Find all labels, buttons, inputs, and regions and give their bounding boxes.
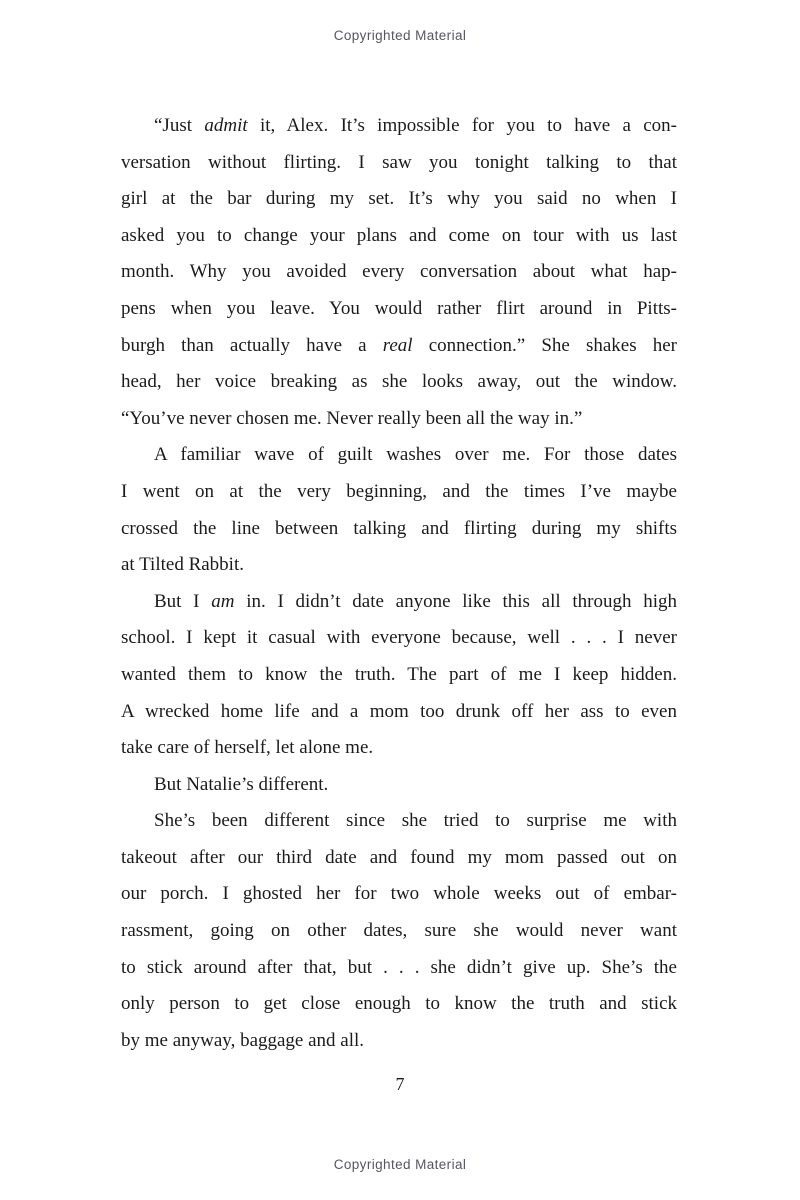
paragraph — [121, 584, 677, 767]
text-line: by me anyway, baggage and all. — [121, 1029, 365, 1051]
text-line: “You’ve never chosen me. Never really been all the way in.” — [121, 407, 583, 429]
text-line: wanted them to know the truth. The part of me I keep hidden. — [121, 663, 677, 685]
text-line: school. I kept it casual with everyone because, well . . . I never — [121, 627, 677, 649]
paragraph — [121, 437, 677, 583]
text-line: only person to get close enough to know the truth and stick — [121, 993, 677, 1015]
text-line: burgh than actually have a real connection.” She shakes her — [121, 334, 677, 356]
text-line: takeout after our third date and found my mom passed out on — [121, 846, 677, 868]
paragraph — [121, 767, 677, 804]
paragraph — [121, 803, 677, 1059]
text-line: A familiar wave of guilt washes over me. For those dates — [154, 444, 677, 466]
italic-text: admit — [204, 115, 248, 136]
book-text — [121, 108, 677, 1059]
text-line: month. Why you avoided every conversation about what hap- — [121, 261, 677, 283]
text-line: head, her voice breaking as she looks away, out the window. — [121, 371, 677, 393]
text-line: asked you to change your plans and come on tour with us last — [121, 224, 677, 246]
text-line: She’s been different since she tried to surprise me with — [154, 810, 677, 832]
text-line: crossed the line between talking and flirting during my shifts — [121, 517, 677, 539]
paragraph — [121, 108, 677, 437]
text-line: our porch. I ghosted her for two whole weeks out of embar- — [121, 883, 677, 905]
text-line: “Just admit it, Alex. It’s impossible for you to have a con- — [154, 115, 677, 136]
copyright-notice-bottom: Copyrighted Material — [333, 1157, 467, 1172]
text-line: rassment, going on other dates, sure she would never want — [121, 920, 677, 942]
text-line: to stick around after that, but . . . she didn’t give up. She’s the — [121, 956, 677, 978]
text-line: at Tilted Rabbit. — [121, 554, 244, 576]
text-line: girl at the bar during my set. It’s why you said no when I — [121, 188, 677, 210]
text-line: But Natalie’s different. — [154, 773, 329, 795]
text-line: But I am in. I didn’t date anyone like this all through high — [154, 590, 678, 612]
page-number: 7 — [395, 1074, 405, 1094]
italic-text: real — [382, 334, 413, 356]
text-line: pens when you leave. You would rather flirt around in Pitts- — [121, 297, 677, 319]
italic-text: am — [211, 590, 235, 612]
text-line: take care of herself, let alone me. — [121, 737, 374, 759]
text-line: versation without flirting. I saw you tonight talking to that — [121, 151, 677, 173]
copyright-notice-top: Copyrighted Material — [333, 28, 467, 43]
text-line: A wrecked home life and a mom too drunk off her ass to even — [121, 700, 677, 722]
text-line: I went on at the very beginning, and the times I’ve maybe — [121, 480, 677, 502]
